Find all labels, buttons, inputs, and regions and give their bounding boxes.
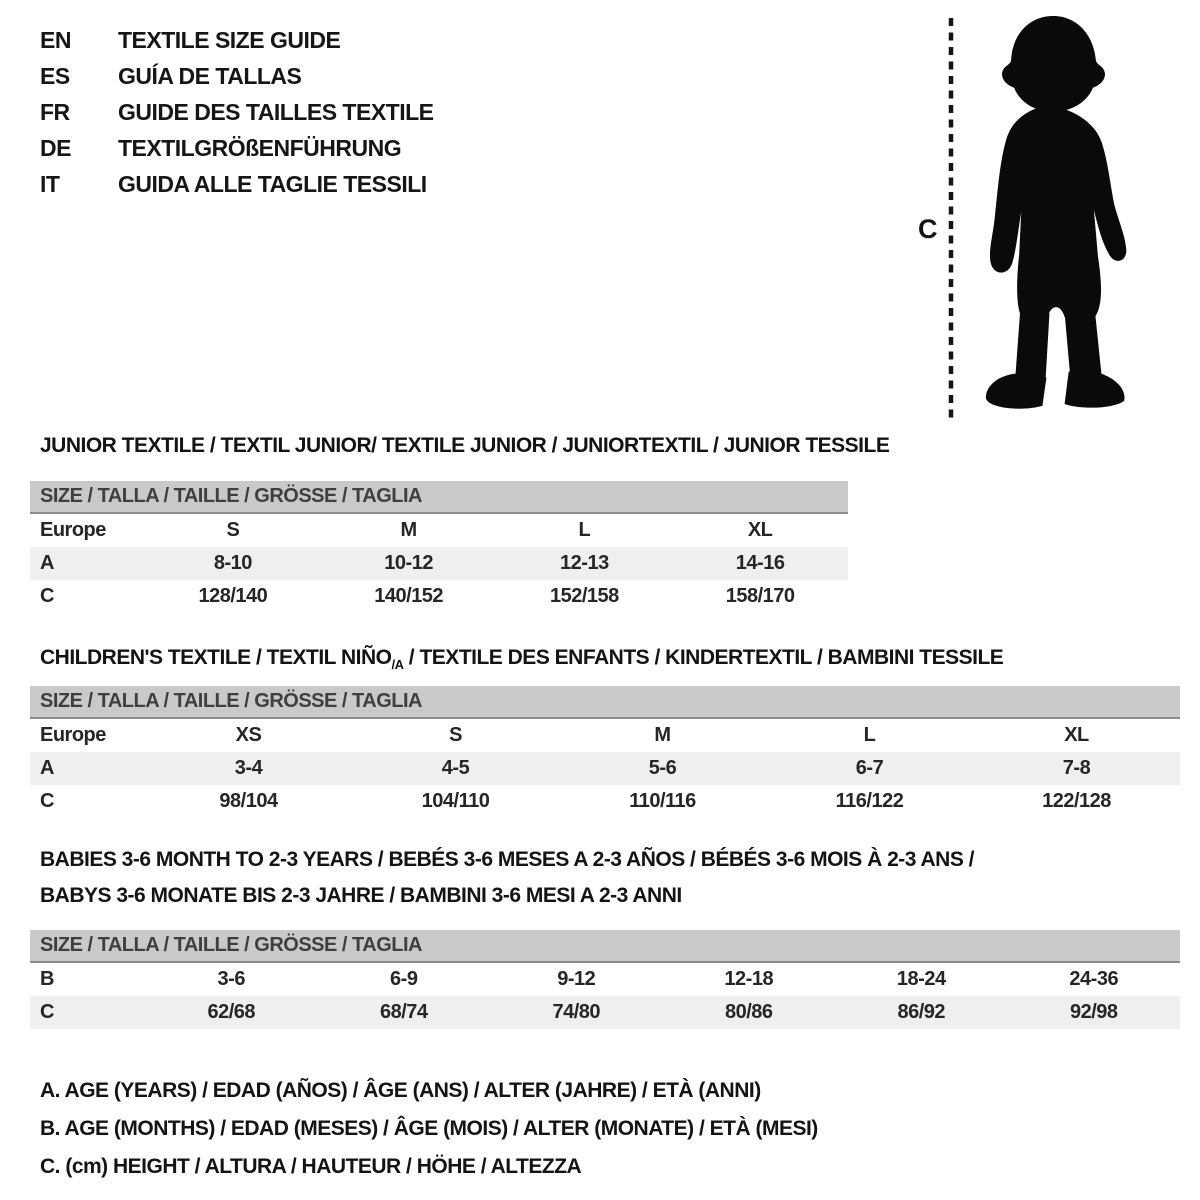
table-cell: 3-6 xyxy=(217,968,245,990)
table-cell: 24-36 xyxy=(1069,968,1119,990)
column-header: S xyxy=(226,519,240,541)
column-header: S xyxy=(449,724,462,746)
lang-title-es: GUÍA DE TALLAS xyxy=(118,62,302,89)
table-cell: 98/104 xyxy=(219,790,278,812)
height-measure-label: C xyxy=(918,214,938,244)
table-cell: 110/116 xyxy=(629,790,696,812)
lang-code-es: ES xyxy=(40,62,70,89)
legend-line-c: C. (cm) HEIGHT / ALTURA / HAUTEUR / HÖHE / ALTEZZA xyxy=(40,1155,582,1178)
lang-row-en xyxy=(40,22,434,58)
table-cell: 8-10 xyxy=(213,552,252,574)
table-cell: 92/98 xyxy=(1069,1001,1118,1023)
table-cell: 158/170 xyxy=(725,585,795,607)
table-cell: 116/122 xyxy=(835,790,904,812)
babies-row-c xyxy=(30,996,1180,1029)
table-cell: 14-16 xyxy=(735,552,785,574)
row-label: C xyxy=(40,790,54,812)
lang-row-es xyxy=(40,58,434,94)
junior-row-a xyxy=(30,547,848,580)
table-cell: 104/110 xyxy=(421,790,490,812)
table-cell: 74/80 xyxy=(552,1001,601,1023)
junior-row-c xyxy=(30,580,848,613)
table-cell: 6-9 xyxy=(390,968,418,990)
table-cell: 18-24 xyxy=(896,968,946,990)
lang-code-en: EN xyxy=(40,26,71,53)
toddler-silhouette-image xyxy=(963,14,1141,418)
lang-title-fr: GUIDE DES TAILLES TEXTILE xyxy=(118,98,434,125)
junior-size-header-bar: SIZE / TALLA / TAILLE / GRÖSSE / TAGLIA xyxy=(30,481,848,514)
babies-size-header-bar: SIZE / TALLA / TAILLE / GRÖSSE / TAGLIA xyxy=(30,930,1180,963)
row-label: A xyxy=(40,552,54,574)
lang-title-de: TEXTILGRÖßENFÜHRUNG xyxy=(118,134,402,161)
column-header: L xyxy=(863,724,876,746)
table-cell: 9-12 xyxy=(557,968,596,990)
column-header: XL xyxy=(1064,724,1089,746)
height-measure-line xyxy=(946,16,956,420)
junior-section-title: JUNIOR TEXTILE / TEXTIL JUNIOR/ TEXTILE JUNIOR / JUNIORTEXTIL / JUNIOR TESSILE xyxy=(40,434,890,457)
table-cell: 10-12 xyxy=(384,552,433,574)
babies-section-title-line2: BABYS 3-6 MONATE BIS 2-3 JAHRE / BAMBINI 3-6 MESI A 2-3 ANNI xyxy=(40,884,682,907)
table-cell: 5-6 xyxy=(648,757,677,779)
table-cell: 4-5 xyxy=(441,757,470,779)
region-label: Europe xyxy=(40,724,106,746)
children-title-pre: CHILDREN'S TEXTILE / TEXTIL NIÑO xyxy=(40,646,392,669)
column-header: L xyxy=(578,519,591,541)
children-size-header-bar: SIZE / TALLA / TAILLE / GRÖSSE / TAGLIA xyxy=(30,686,1180,719)
children-row-a xyxy=(30,752,1180,785)
table-cell: 62/68 xyxy=(207,1001,256,1023)
lang-code-de: DE xyxy=(40,134,71,161)
language-title-block xyxy=(40,22,434,202)
children-title-post: / TEXTILE DES ENFANTS / KINDERTEXTIL / BAMBINI TESSILE xyxy=(403,646,1004,669)
children-row-c xyxy=(30,785,1180,818)
babies-size-table xyxy=(30,930,1180,1029)
column-header: M xyxy=(654,724,671,746)
table-cell: 80/86 xyxy=(724,1001,773,1023)
lang-row-fr xyxy=(40,94,434,130)
table-cell: 6-7 xyxy=(855,757,884,779)
table-cell: 140/152 xyxy=(374,585,444,607)
lang-title-it: GUIDA ALLE TAGLIE TESSILI xyxy=(118,170,427,197)
children-title-sub: /A xyxy=(391,657,404,673)
region-label: Europe xyxy=(40,519,106,541)
lang-row-it xyxy=(40,166,434,202)
table-cell: 152/158 xyxy=(549,585,619,607)
lang-row-de xyxy=(40,130,434,166)
lang-code-fr: FR xyxy=(40,98,70,125)
column-header: XL xyxy=(747,519,773,541)
row-label: B xyxy=(40,968,54,990)
table-cell: 86/92 xyxy=(897,1001,946,1023)
row-label: C xyxy=(40,1001,54,1023)
table-cell: 12-13 xyxy=(560,552,609,574)
row-label: A xyxy=(40,757,54,779)
table-cell: 7-8 xyxy=(1062,757,1091,779)
legend-line-a: A. AGE (YEARS) / EDAD (AÑOS) / ÂGE (ANS) / ALTER (JAHRE) / ETÀ (ANNI) xyxy=(40,1079,761,1102)
table-cell: 128/140 xyxy=(198,585,268,607)
children-columns-row xyxy=(30,719,1180,752)
lang-title-en: TEXTILE SIZE GUIDE xyxy=(118,26,341,53)
children-section-title xyxy=(40,645,1003,678)
babies-section-title-line1: BABIES 3-6 MONTH TO 2-3 YEARS / BEBÉS 3-6 MESES A 2-3 AÑOS / BÉBÉS 3-6 MOIS À 2-3 ANS / xyxy=(40,848,975,871)
table-cell: 12-18 xyxy=(724,968,774,990)
table-cell: 3-4 xyxy=(234,757,263,779)
lang-code-it: IT xyxy=(40,170,60,197)
table-cell: 68/74 xyxy=(379,1001,428,1023)
measure-legend xyxy=(40,1072,818,1186)
legend-line-b: B. AGE (MONTHS) / EDAD (MESES) / ÂGE (MOIS) / ALTER (MONATE) / ETÀ (MESI) xyxy=(40,1117,818,1140)
column-header: M xyxy=(400,519,417,541)
children-size-table xyxy=(30,686,1180,818)
babies-row-b xyxy=(30,963,1180,996)
table-cell: 122/128 xyxy=(1042,790,1111,812)
column-header: XS xyxy=(235,724,262,746)
row-label: C xyxy=(40,585,54,607)
junior-columns-row xyxy=(30,514,848,547)
junior-size-table xyxy=(30,481,848,613)
